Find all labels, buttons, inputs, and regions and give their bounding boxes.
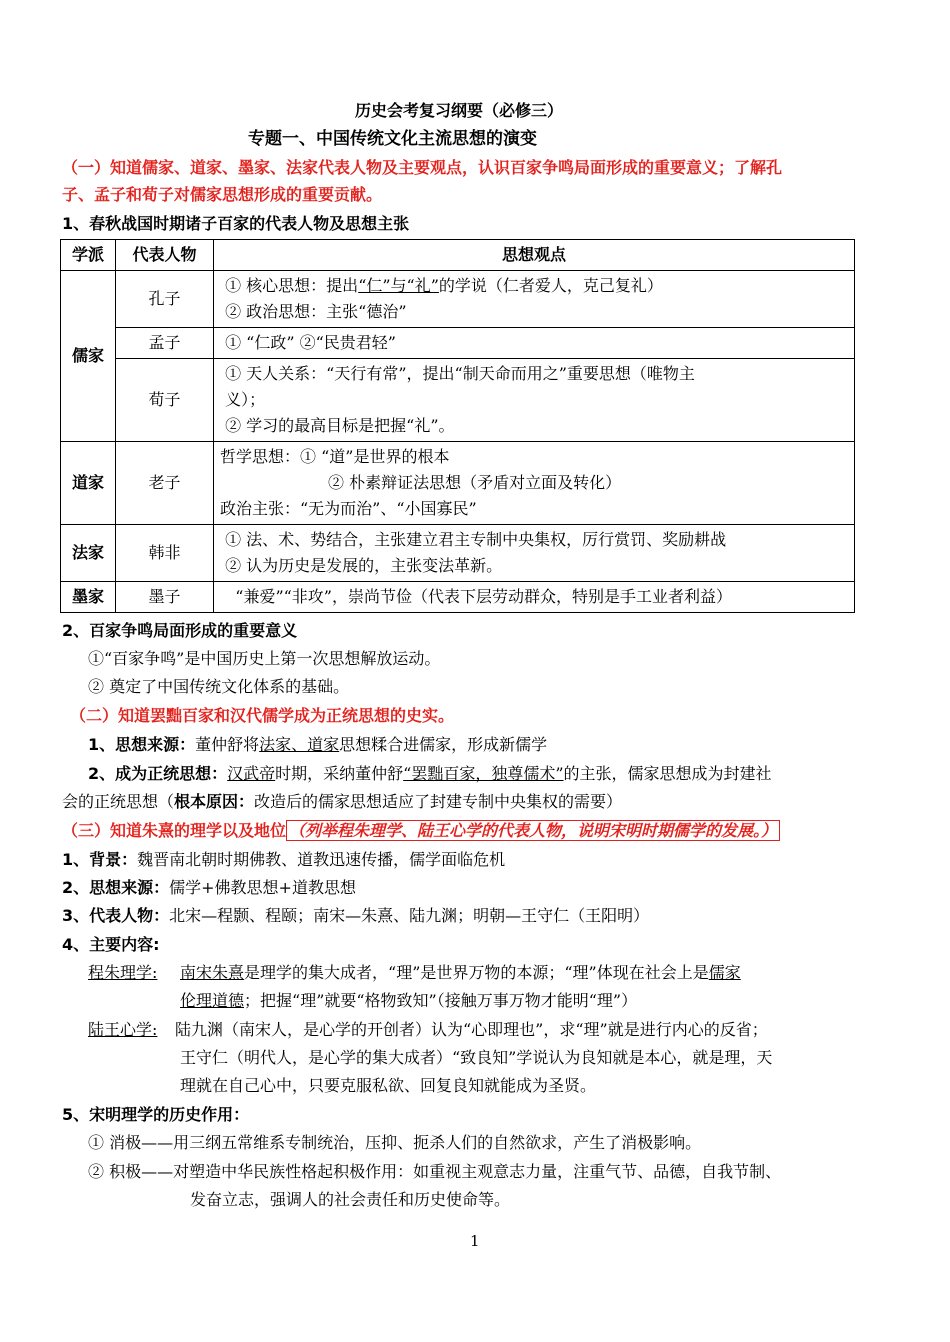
chengzhu-label: 程朱理学: bbox=[88, 963, 158, 982]
thought-cell: ① 法、术、势结合，主张建立君主专制中央集权，厉行赏罚、奖励耕战 ② 认为历史是发展的，主张变法革新。 bbox=[214, 525, 855, 582]
section1-point-1: ①“百家争鸣”是中国历史上第一次思想解放运动。 bbox=[88, 649, 441, 668]
table-row bbox=[61, 271, 855, 328]
luwang-line-1: 陆九渊（南宋人，是心学的开创者）认为“心即理也”，求“理”就是进行内心的反省； bbox=[175, 1020, 768, 1039]
section2-line-2: 2、成为正统思想：汉武帝时期，采纳董仲舒“罢黜百家，独尊儒术”的主张，儒家思想成为封建社 bbox=[88, 764, 772, 783]
thought-cell: ① “仁政” ②“民贵君轻” bbox=[214, 328, 855, 359]
luwang-label: 陆王心学: bbox=[88, 1020, 158, 1039]
section3-item-3: 3、代表人物：北宋—程颢、程颐；南宋—朱熹、陆九渊；明朝—王守仁（王阳明） bbox=[62, 906, 650, 925]
table-row bbox=[61, 582, 855, 613]
section1-requirement-line2: 子、孟子和荀子对儒家思想形成的重要贡献。 bbox=[62, 185, 383, 204]
school-cell: 道家 bbox=[61, 442, 116, 525]
section1-heading-1: 1、春秋战国时期诸子百家的代表人物及思想主张 bbox=[62, 214, 410, 233]
section3-effect-3: 发奋立志，强调人的社会责任和历史使命等。 bbox=[190, 1190, 511, 1209]
figure-cell: 墨子 bbox=[116, 582, 214, 613]
school-cell: 法家 bbox=[61, 525, 116, 582]
thought-cell: ① 天人关系：“天行有常”，提出“制天命而用之”重要思想（唯物主 义）； ② 学习的最高目标是把握“礼”。 bbox=[214, 359, 855, 442]
figure-cell: 荀子 bbox=[116, 359, 214, 442]
section3-effect-2: ② 积极——对塑造中华民族性格起积极作用：如重视主观意志力量，注重气节、品德，自我节制、 bbox=[88, 1162, 782, 1181]
table-header-school: 学派 bbox=[61, 240, 116, 271]
chengzhu-line-1: 南宋朱熹是理学的集大成者，“理”是世界万物的本源；“理”体现在社会上是儒家 bbox=[180, 963, 741, 982]
doc-title: 历史会考复习纲要（必修三） bbox=[355, 101, 564, 120]
section1-requirement-line1: （一）知道儒家、道家、墨家、法家代表人物及主要观点，认识百家争鸣局面形成的重要意义；了解孔 bbox=[62, 158, 783, 177]
table-row bbox=[61, 442, 855, 525]
table-header-figure: 代表人物 bbox=[116, 240, 214, 271]
section3-item-5: 5、宋明理学的历史作用： bbox=[62, 1105, 250, 1124]
schools-table bbox=[60, 239, 855, 613]
figure-cell: 韩非 bbox=[116, 525, 214, 582]
table-row bbox=[61, 525, 855, 582]
figure-cell: 老子 bbox=[116, 442, 214, 525]
topic-heading: 专题一、中国传统文化主流思想的演变 bbox=[248, 129, 537, 149]
chengzhu-line-2: 伦理道德；把握“理”就要“格物致知”（接触万事万物才能明“理”） bbox=[180, 991, 638, 1010]
section2-line-1: 1、思想来源：董仲舒将法家、道家思想糅合进儒家，形成新儒学 bbox=[88, 735, 548, 754]
section1-point-2: ② 奠定了中国传统文化体系的基础。 bbox=[88, 677, 350, 696]
luwang-line-2: 王守仁（明代人，是心学的集大成者）“致良知”学说认为良知就是本心，就是理，天 bbox=[180, 1048, 773, 1067]
figure-cell: 孟子 bbox=[116, 328, 214, 359]
section2-line-3: 会的正统思想（根本原因：改造后的儒家思想适应了封建专制中央集权的需要） bbox=[62, 792, 623, 811]
section3-item-1: 1、背景：魏晋南北朝时期佛教、道教迅速传播，儒学面临危机 bbox=[62, 850, 506, 869]
section1-heading-2: 2、百家争鸣局面形成的重要意义 bbox=[62, 621, 298, 640]
section2-requirement: （二）知道罢黜百家和汉代儒学成为正统思想的史实。 bbox=[70, 706, 455, 725]
school-cell: 墨家 bbox=[61, 582, 116, 613]
page-number: 1 bbox=[470, 1232, 480, 1250]
thought-cell: “兼爱”“非攻”，崇尚节俭（代表下层劳动群众，特别是手工业者利益） bbox=[214, 582, 855, 613]
table-row bbox=[61, 359, 855, 442]
school-cell: 儒家 bbox=[61, 271, 116, 442]
section3-requirement-box: （列举程朱理学、陆王心学的代表人物，说明宋明时期儒学的发展。） bbox=[286, 820, 780, 841]
thought-cell: ① 核心思想：提出“仁”与“礼”的学说（仁者爱人，克己复礼） ② 政治思想：主张“德治” bbox=[214, 271, 855, 328]
thought-cell: 哲学思想：① “道”是世界的根本 ② 朴素辩证法思想（矛盾对立面及转化） 政治主张：“无为而治”、“小国寡民” bbox=[214, 442, 855, 525]
table-row bbox=[61, 328, 855, 359]
table-header-thought: 思想观点 bbox=[214, 240, 855, 271]
figure-cell: 孔子 bbox=[116, 271, 214, 328]
luwang-line-3: 理就在自己心中，只要克服私欲、回复良知就能成为圣贤。 bbox=[180, 1076, 597, 1095]
table-header-row bbox=[61, 240, 855, 271]
section3-requirement: （三）知道朱熹的理学以及地位 （列举程朱理学、陆王心学的代表人物，说明宋明时期儒学的发展。） bbox=[62, 820, 780, 842]
section3-item-4: 4、主要内容: bbox=[62, 935, 160, 954]
section3-item-2: 2、思想来源：儒学+佛教思想+道教思想 bbox=[62, 878, 356, 897]
section3-effect-1: ① 消极——用三纲五常维系专制统治，压抑、扼杀人们的自然欲求，产生了消极影响。 bbox=[88, 1133, 702, 1152]
